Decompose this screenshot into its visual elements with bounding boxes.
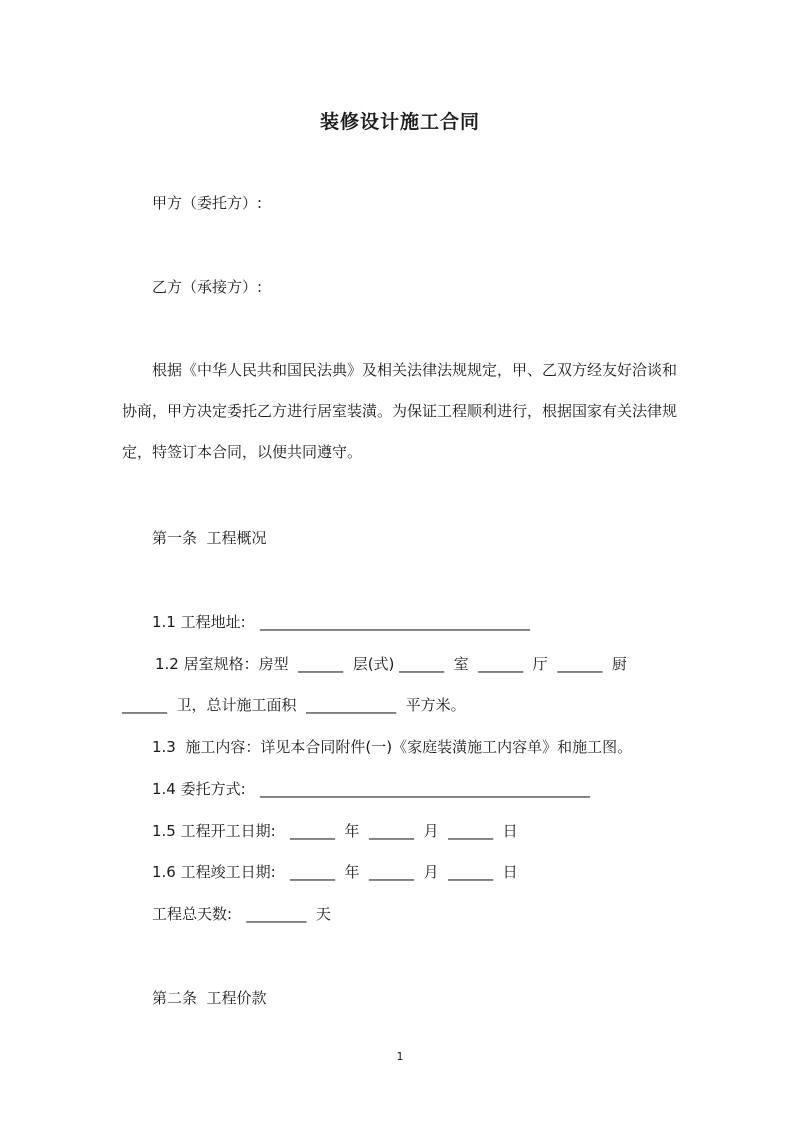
document-title: 装修设计施工合同 [319, 111, 480, 133]
article-2-heading: 第二条 工程价款 [152, 989, 267, 1007]
article-1-heading: 第一条 工程概况 [152, 529, 267, 547]
item-1-5-start-date: 1.5 工程开工日期: ______ 年 ______ 月 ______ 日 [152, 822, 518, 840]
page-number: 1 [396, 1050, 404, 1063]
party-b-label: 乙方（承接方）: [152, 278, 263, 296]
item-1-2-line1: 1.2 居室规格：房型 ______ 层(式) ______ 室 ______ 厅 ______ 厨 [155, 655, 627, 673]
item-1-2-line2: ______ 卫，总计施工面积 ____________ 平方米。 [122, 696, 466, 714]
item-1-6-end-date: 1.6 工程竣工日期: ______ 年 ______ 月 ______ 日 [152, 863, 518, 881]
total-days: 工程总天数: ________ 天 [152, 905, 331, 923]
intro-paragraph: 根据《中华人民共和国民法典》及相关法律法规规定，甲、乙双方经友好洽谈和协商，甲方决定委托乙方进行居室装潢。为保证工程顺利进行，根据国家有关法律规定，特签订本合同，以便共同遵守。 [122, 361, 678, 461]
item-1-4-method: 1.4 委托方式: ____________________________________________ [152, 780, 590, 798]
party-a-label: 甲方（委托方）: [152, 194, 263, 212]
item-1-1-address: 1.1 工程地址: ____________________________________ [152, 613, 530, 631]
item-1-3-content: 1.3 施工内容：详见本合同附件(一)《家庭装潢施工内容单》和施工图。 [152, 738, 633, 756]
